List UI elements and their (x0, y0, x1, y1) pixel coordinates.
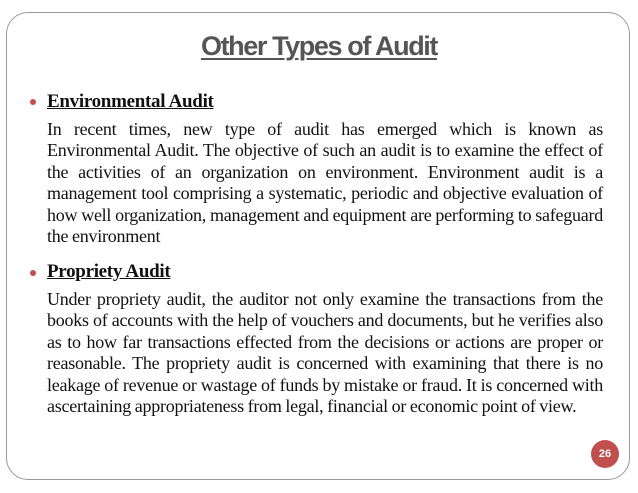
page-number-badge: 26 (591, 440, 619, 468)
slide-title: Other Types of Audit (200, 31, 437, 61)
section-heading-propriety-audit: Propriety Audit (47, 261, 171, 282)
section-body-propriety-audit: Under propriety audit, the auditor not only examine the transactions from the books of accounts with the help of vouchers and documents, but he verifies also as to how far transactions effected from the decisions or actions are proper or reasonable. The propriety audit is concerned with examining that there is no leakage of revenue or wastage of funds by mistake or fraud. It is concerned with ascertaining appropriateness from legal, financial or economic point of view. (47, 289, 603, 417)
section-body-environmental-audit: In recent times, new type of audit has emerged which is known as Environmental Audit. The objective of such an audit is to examine the effect of the activities of an organization on environment. Environment audit is a management tool comprising a systematic, periodic and objective evaluation of how well organization, management and equipment are performing to safeguard the environment (47, 119, 603, 247)
bullet-icon (30, 99, 36, 105)
bullet-icon (30, 270, 36, 276)
section-heading-environmental-audit: Environmental Audit (47, 91, 214, 112)
